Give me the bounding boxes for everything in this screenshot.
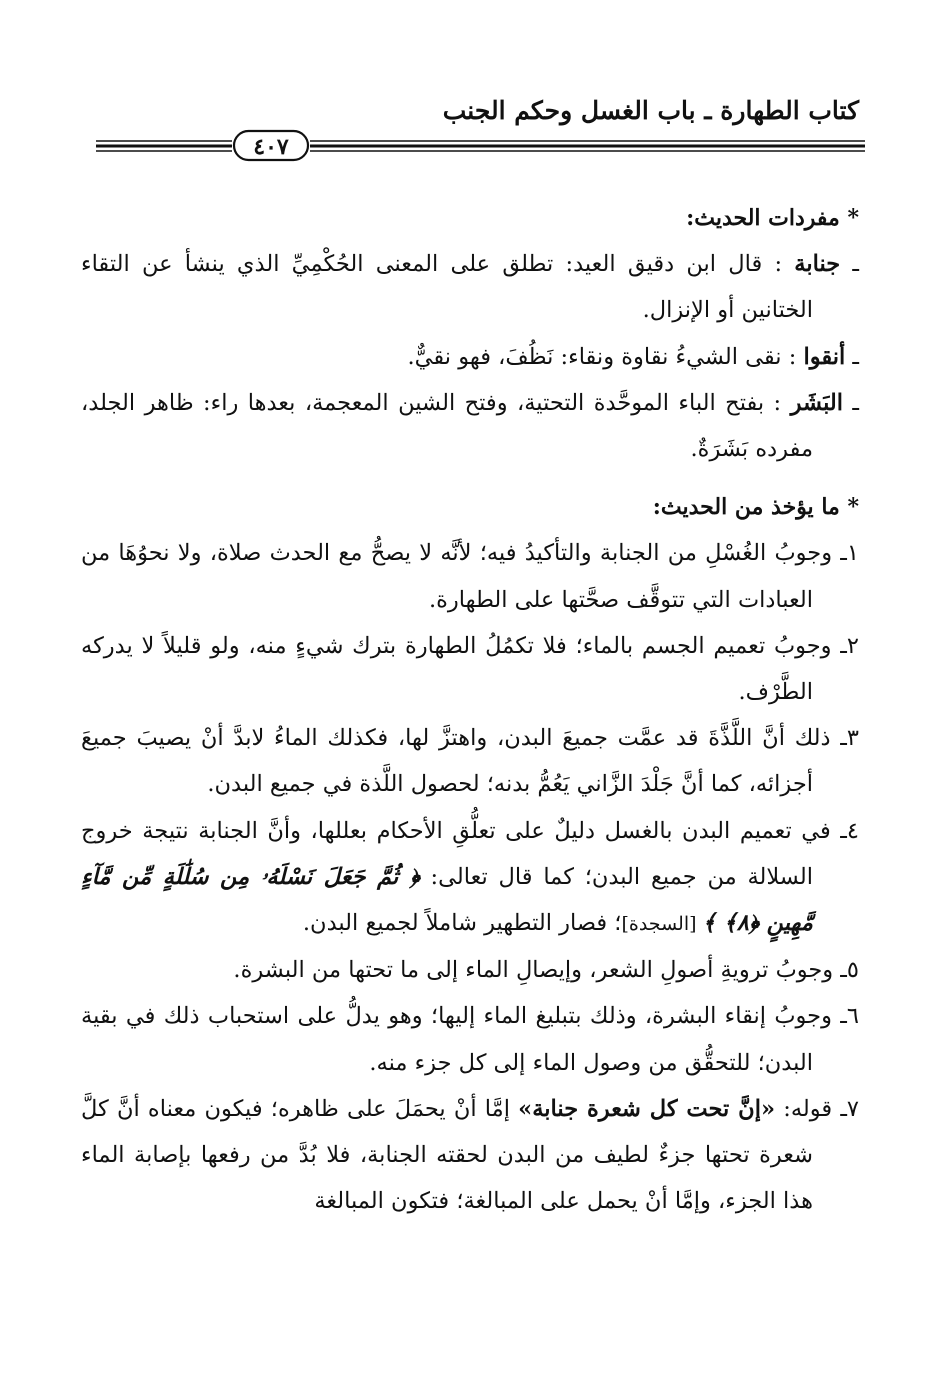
lesson-item: ٣ـ ذلك أنَّ اللَّذَّةَ قد عمَّت جميعَ البدن، واهتزَّ لها، فكذلك الماءُ لابدَّ أنْ يصيبَ جميعَ أجزائه، كما أنَّ جَلْدَ الزَّاني يَعُمُّ بدنه؛ لحصول اللَّذة في جميع البدن.	[81, 725, 859, 798]
lesson-item: ٥ـ وجوبُ ترويةِ أصولِ الشعر، وإيصالِ الماء إلى ما تحتها من البشرة.	[233, 957, 859, 984]
lesson-item: ٧ـ قوله: «إنَّ تحت كل شعرة جنابة» إمَّا أنْ يحمَلَ على ظاهره؛ فيكون معناه أنَّ كلَّ شعرة تحتها جزءٌ لطيف من البدن لحقته الجنابة، فلا بُدَّ من رفعها بإصابة الماء هذا الجزء، وإمَّا أنْ يحمل على المبالغة؛ فتكون المبالغة	[81, 1095, 860, 1215]
page-body	[81, 195, 859, 1224]
vocab-item: ـ جنابة : قال ابن دقيق العيد: تطلق على المعنى الحُكْمِيِّ الذي ينشأ عن التقاء الختانين أو الإنزال.	[81, 251, 860, 324]
surah-reference: [السجدة]	[621, 913, 703, 936]
header-rule	[96, 128, 865, 162]
page-number: ٤٠٧	[253, 134, 289, 160]
lesson-item: ٦ـ وجوبُ إنقاء البشرة، وذلك بتبليغ الماء إليها؛ وهو يدلُّ على استحباب ذلك في بقية البدن؛ للتحقُّق من وصول الماء إلى كل جزء منه.	[81, 1003, 859, 1076]
lessons-heading: * ما يؤخذ من الحديث:	[652, 494, 859, 521]
running-title: كتاب الطهارة ـ باب الغسل وحكم الجنب	[442, 96, 859, 125]
vocab-item: ـ البَشَر : بفتح الباء الموحَّدة التحتية، وفتح الشين المعجمة، بعدها راء: ظاهر الجلد، مفرده بَشَرَةٌ.	[81, 389, 860, 463]
lesson-item: ٤ـ في تعميم البدن بالغسل دليلٌ على تعلُّقِ الأحكام بعللها، وأنَّ الجنابة نتيجة خروج السلالة من جميع البدن؛ كما قال تعالى: ﴿ ثُمَّ جَعَلَ نَسْلَهُۥ مِن سُلَٰلَةٍ مِّن مَّآءٍ مَّهِينٍ ﴿٨﴾ ﴾ [السجدة]؛ فصار التطهير شاملاً لجميع البدن.	[81, 817, 859, 937]
lesson-item: ١ـ وجوبُ الغُسْلِ من الجنابة والتأكيدُ فيه؛ لأنَّه لا يصحُّ مع الحدث صلاة، ولا نحوُهَا من العبادات التي تتوقَّف صحَّتها على الطهارة.	[81, 540, 859, 613]
hadith-quote: «إنَّ تحت كل شعرة جنابة»	[518, 1095, 776, 1122]
quran-verse: ﴿ ثُمَّ جَعَلَ نَسْلَهُۥ مِن سُلَٰلَةٍ مِّن مَّآءٍ مَّهِينٍ ﴿٨﴾ ﴾	[81, 863, 813, 937]
vocab-item: ـ أنقوا : نقى الشيءُ نقاوة ونقاء: نَظُفَ، فهو نقيٌّ.	[407, 343, 859, 370]
vocab-heading: * مفردات الحديث:	[686, 205, 859, 231]
lesson-item: ٢ـ وجوبُ تعميم الجسم بالماء؛ فلا تكمُلُ الطهارة بترك شيءٍ منه، ولو قليلاً لا يدركه الطَّرْف.	[81, 632, 859, 706]
